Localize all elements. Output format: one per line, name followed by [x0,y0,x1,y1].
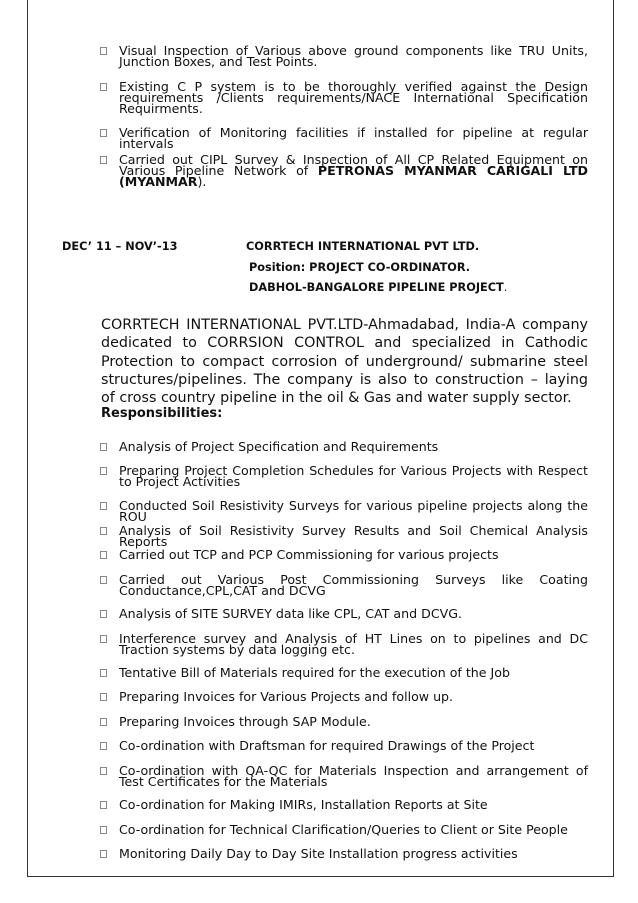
list-item [100,824,588,835]
bullet-box-icon [100,767,107,775]
list-item-text: Co-ordination for Making IMIRs, Installation Reports at Site [119,797,488,812]
list-item [100,525,588,547]
list-item-text: Interference survey and Analysis of HT Lines on to pipelines and DC Traction systems by data logging etc. [119,631,588,657]
bullet-box-icon [100,443,107,451]
list-item-text: Analysis of Soil Resistivity Survey Results and Soil Chemical Analysis Reports [119,523,588,549]
bullet-box-icon [100,635,107,643]
list-item-text: Carried out Various Post Commissioning Surveys like Coating Conductance,CPL,CAT and DCVG [119,572,588,598]
company-name: CORRTECH INTERNATIONAL PVT LTD. [246,240,480,253]
list-item-text: Co-ordination with QA-QC for Materials Inspection and arrangement of Test Certificates for the Materials [119,763,588,789]
list-item [100,716,588,727]
bullet-box-icon [100,610,107,618]
list-item-text: Co-ordination with Draftsman for required Drawings of the Project [119,738,535,753]
bullet-box-icon [100,801,107,809]
list-item [100,765,588,787]
bullet-box-icon [100,83,107,91]
list-item-text-end: ). [197,174,207,189]
list-item [100,799,588,810]
bullet-box-icon [100,718,107,726]
bullet-box-icon [100,742,107,750]
list-item-text: Tentative Bill of Materials required for the execution of the Job [119,665,510,680]
bullet-box-icon [100,576,107,584]
list-item-text: Carried out CIPL Survey & Inspection of All CP Related Equipment on Various Pipeline Network of [119,152,588,178]
list-item-text: Co-ordination for Technical Clarification/Queries to Client or Site People [119,822,568,837]
bullet-box-icon [100,527,107,535]
job-position: Position: PROJECT CO-ORDINATOR. [249,261,471,274]
bullet-box-icon [100,850,107,858]
list-item [100,574,588,596]
bullet-box-icon [100,502,107,510]
bullet-box-icon [100,551,107,559]
bullet-box-icon [100,129,107,137]
project-name [249,281,507,294]
project-name-text: DABHOL-BANGALORE PIPELINE PROJECT [249,281,504,294]
list-item [100,691,588,702]
bullet-box-icon [100,47,107,55]
list-item [100,127,588,149]
list-item-text: Visual Inspection of Various above ground components like TRU Units, Junction Boxes, and Test Points. [119,43,588,69]
responsibilities-heading: Responsibilities: [101,406,223,421]
list-item [100,465,588,487]
list-item [100,45,588,67]
list-item [100,633,588,655]
list-item [100,441,588,452]
list-item [100,848,588,859]
bullet-box-icon [100,156,107,164]
list-item-text: Conducted Soil Resistivity Surveys for various pipeline projects along the ROU [119,498,588,524]
list-item-text: Preparing Invoices through SAP Module. [119,714,371,729]
list-item [100,154,588,187]
list-item [100,81,588,114]
list-item-text: Analysis of SITE SURVEY data like CPL, CAT and DCVG. [119,606,463,621]
bullet-box-icon [100,669,107,677]
list-item [100,740,588,751]
list-item-text: Preparing Project Completion Schedules for Various Projects with Respect to Project Activities [119,463,588,489]
job-period: DEC’ 11 – NOV’-13 [62,240,178,253]
bullet-box-icon [100,826,107,834]
client-name: PETRONAS MYANMAR CARIGALI LTD (MYANMAR [119,163,588,189]
company-description: CORRTECH INTERNATIONAL PVT.LTD-Ahmadabad, India-A company dedicated to CORRSION CONTROL and specialized in Cathodic Protection to compact corrosion of underground/ submarine steel structures/pipelines. The company is also to construction – laying of cross country pipeline in the oil & Gas and water supply sector. [101,317,588,407]
list-item-text: Existing C P system is to be thoroughly verified against the Design requirements /Clients requirements/NACE International Specification Requirments. [119,79,588,116]
list-item [100,667,588,678]
list-item-text: Verification of Monitoring facilities if installed for pipeline at regular intervals [119,125,588,151]
bullet-box-icon [100,467,107,475]
list-item-text: Carried out TCP and PCP Commissioning for various projects [119,547,499,562]
list-item [100,549,588,560]
list-item-text: Analysis of Project Specification and Requirements [119,439,439,454]
list-item-text: Preparing Invoices for Various Projects and follow up. [119,689,454,704]
list-item-text: Monitoring Daily Day to Day Site Installation progress activities [119,846,518,861]
list-item [100,608,588,619]
bullet-box-icon [100,693,107,701]
list-item [100,500,588,522]
project-name-period: . [503,281,508,294]
